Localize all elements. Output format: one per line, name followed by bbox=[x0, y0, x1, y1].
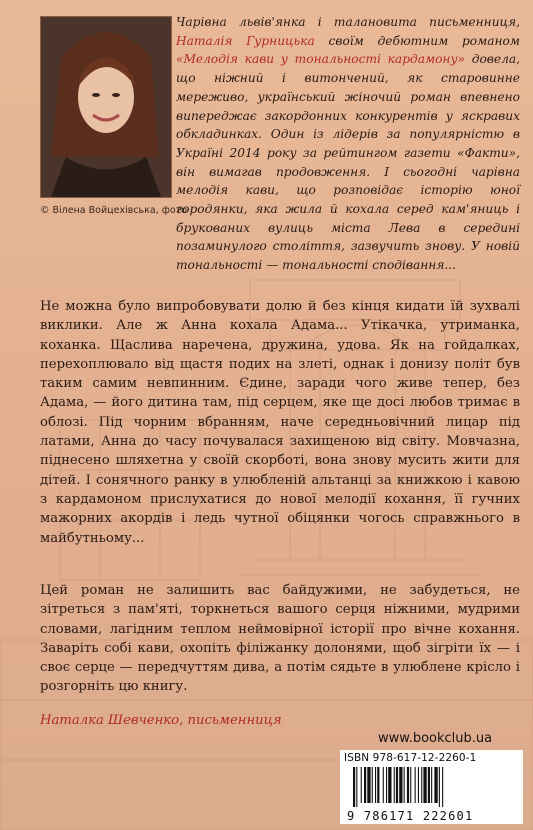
barcode-bar bbox=[399, 767, 402, 803]
barcode-bar bbox=[418, 767, 419, 803]
barcode-bar bbox=[404, 767, 405, 803]
barcode-bar bbox=[396, 767, 398, 803]
barcode-bar bbox=[367, 767, 370, 803]
barcode-bar bbox=[439, 767, 440, 807]
barcode-bar bbox=[431, 767, 432, 803]
intro-text-3: довела, що ніжний і витончений, як старовинне мереживо, український жіночий роман впевнено випереджає закордонних конкурентів у яскравих обкладинках. Один із лідерів за популярністю в Україні 2014 року за рейтингом газети «Факти», він вимагав продовження. І сьогодні чарівна мелодія кави, що розповідає історію юної городянки, яка жила й кохала серед кам'яниць і брукованих вулиць міста Лева в середині позаминулого століття, зазвучить знову. У новій тональності — тональності сподівання... bbox=[176, 52, 520, 273]
barcode-bar bbox=[434, 767, 437, 803]
barcode-bar bbox=[407, 767, 409, 803]
barcode-bar bbox=[377, 767, 379, 803]
barcode-bar bbox=[353, 767, 355, 807]
barcode-digits: 9 786171 222601 bbox=[347, 809, 474, 823]
review-signature: Наталка Шевченко, письменниця bbox=[40, 713, 282, 728]
barcode-bar bbox=[383, 767, 384, 803]
barcode-bar bbox=[364, 767, 366, 803]
author-name: Наталія Гурницька bbox=[176, 33, 315, 48]
barcode-bar bbox=[375, 767, 376, 803]
intro-text-1: Чарівна львів'янка і талановита письменниця, bbox=[176, 15, 520, 29]
intro-paragraph bbox=[176, 13, 520, 275]
barcode-bar bbox=[423, 767, 426, 803]
barcode-bar bbox=[372, 767, 373, 803]
barcode-bar bbox=[356, 767, 357, 807]
isbn-label: ISBN 978-617-12-2260-1 bbox=[344, 752, 477, 764]
barcode-bar bbox=[386, 767, 387, 803]
barcode-bar bbox=[388, 767, 391, 803]
barcode-icon bbox=[353, 767, 513, 807]
barcode-bar bbox=[410, 767, 411, 803]
review-paragraph: Цей роман не залишить вас байдужими, не забудеться, не зітреться з пам'яті, торкнеться вашого серця ніжними, мудрими словами, лагідним теплом неймовірної історії про вічне кохання. Заваріть собі кави, охопіть філіжанку долонями, щоб зігріти їх — і своє серце — передчуттям дива, а потім сядьте в улюблене крісло і розгорніть цю книгу. bbox=[40, 583, 520, 695]
synopsis-paragraph: Не можна було випробовувати долю й без кінця кидати їй зухвалі виклики. Але ж Анна кохала Адама... Утікачка, утриманка, коханка. Щаслива наречена, дружина, удова. Як на гойдалках, перехоплювало від щастя подих на злеті, однак і донизу політ був таким самим невпинним. Єдине, заради чого живе тепер, без Адама, — його дитина там, під серцем, яке ще досі любов тримає в облозі. Під чорним вбранням, наче середньовічний лицар під латами, Анна до часу почувалася захищеною від світу. Мовчазна, піднесено шляхетна у своїй скорботі, вона знову мусить жити для дітей. І сонячного ранку в улюбленій альтанці за книжкою і кавою з кардамоном прислухатися до нової мелодії кохання, її гучних мажорних акордів і ледь чутної обіцянки чогось справжнього в майбутньому... bbox=[40, 299, 520, 546]
barcode-bar bbox=[415, 767, 416, 803]
novel-title: «Мелодія кави у тональності кардамону» bbox=[176, 52, 465, 67]
author-photo bbox=[40, 16, 172, 198]
barcode-bar bbox=[428, 767, 430, 803]
publisher-website: www.bookclub.ua bbox=[378, 731, 493, 746]
barcode-bar bbox=[421, 767, 422, 803]
intro-text-2: своїм дебютним романом bbox=[328, 33, 520, 48]
photo-credit: © Вілена Войцехівська, фото bbox=[40, 205, 188, 216]
barcode-bar bbox=[361, 767, 362, 803]
barcode-bar bbox=[442, 767, 443, 807]
barcode-bar bbox=[394, 767, 395, 803]
